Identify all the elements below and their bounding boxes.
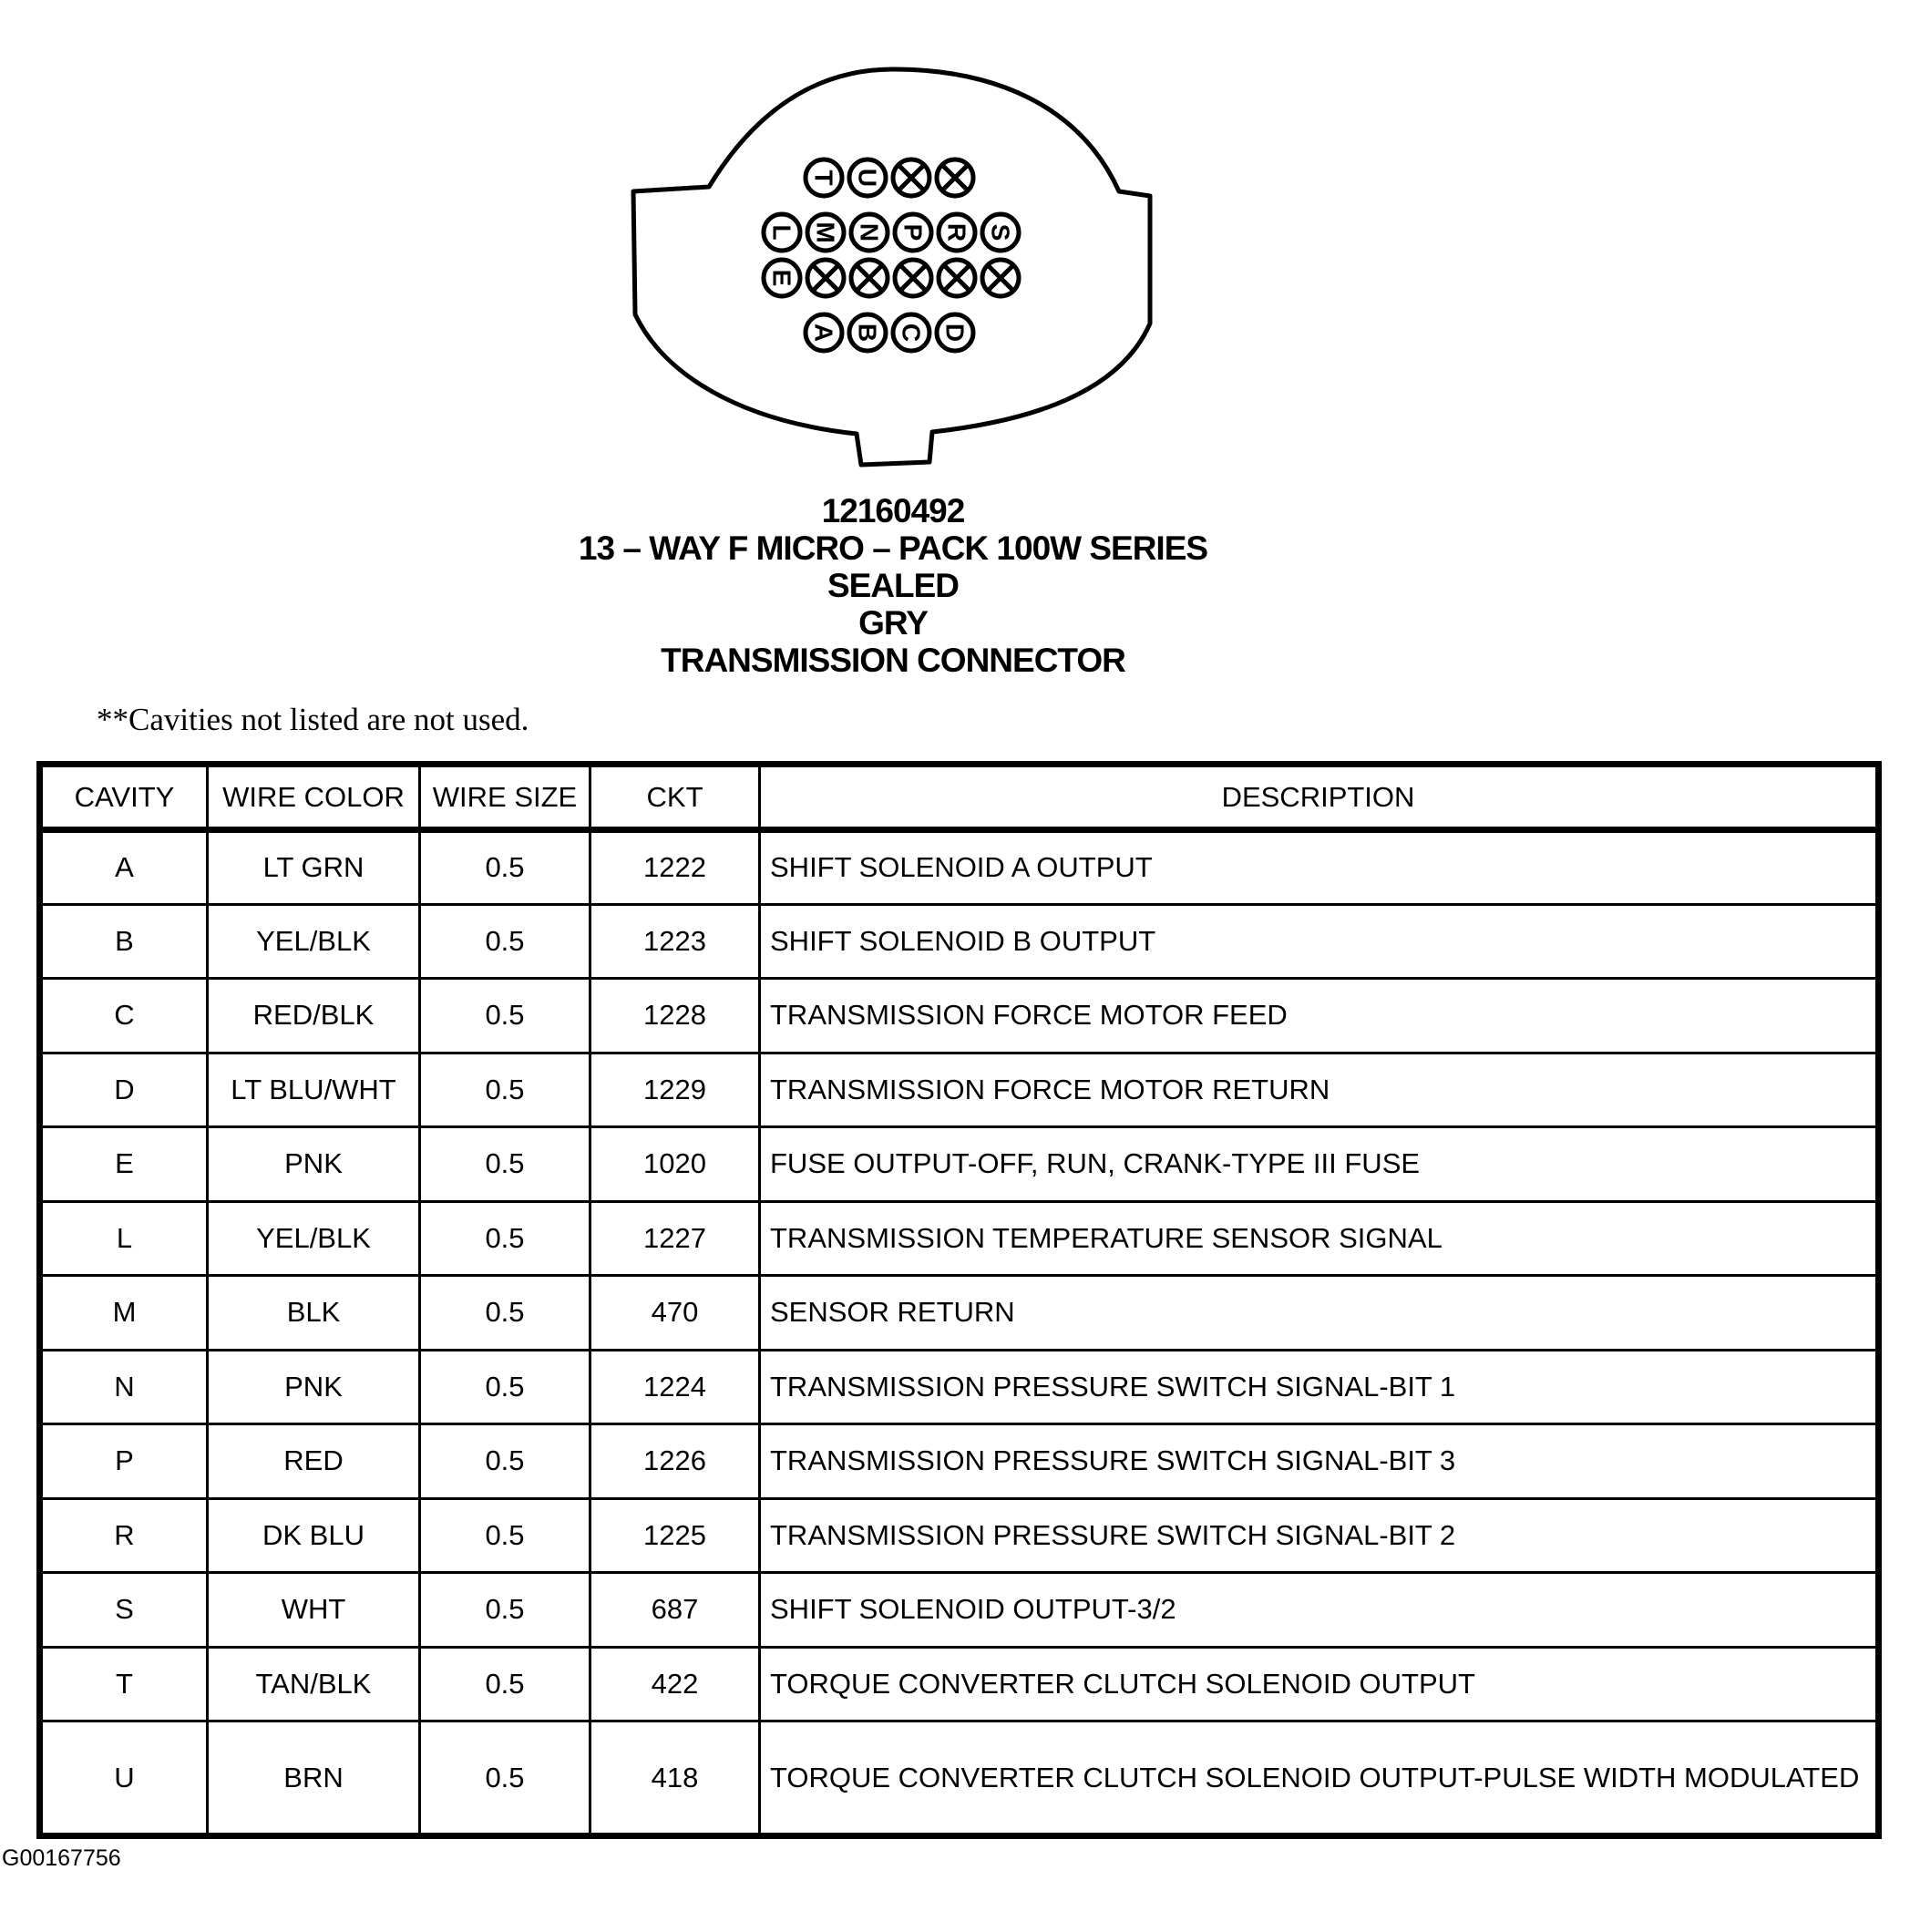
cell-wire-size: 0.5 [420,830,590,905]
cell-description: FUSE OUTPUT-OFF, RUN, CRANK-TYPE III FUSE [760,1127,1877,1202]
cell-description: TRANSMISSION FORCE MOTOR RETURN [760,1053,1877,1127]
cell-ckt: 1020 [590,1127,760,1202]
cavity-letter: L [767,224,796,241]
cell-wire-color: LT BLU/WHT [208,1053,420,1127]
cavity-letter: S [986,223,1015,242]
part-number: 12160492 [821,492,965,529]
cell-wire-color: LT GRN [208,830,420,905]
table-row [42,904,1877,979]
cavity-letter: C [897,323,926,343]
cell-ckt: 687 [590,1573,760,1648]
cell-ckt: 1226 [590,1424,760,1499]
cell-ckt: 1224 [590,1350,760,1424]
cell-ckt: 1222 [590,830,760,905]
cell-ckt: 470 [590,1276,760,1351]
cell-wire-color: RED/BLK [208,979,420,1053]
table-header-row [42,766,1877,830]
cavity-d [937,314,973,351]
cavity-s [982,214,1019,251]
figure-id: G00167756 [2,1845,121,1871]
table-row [42,1127,1877,1202]
unused-cavity-icon [807,260,844,296]
cavity-e [764,260,800,296]
cell-cavity: L [42,1201,208,1276]
cell-cavity: B [42,904,208,979]
cell-wire-size: 0.5 [420,1127,590,1202]
cell-wire-color: WHT [208,1573,420,1648]
cavity-r [939,214,975,251]
connector-name: TRANSMISSION CONNECTOR [661,642,1125,679]
unused-cavity-icon [895,260,931,296]
cell-wire-color: PNK [208,1350,420,1424]
table-row [42,1424,1877,1499]
table-row [42,1201,1877,1276]
cell-cavity: M [42,1276,208,1351]
table-row [42,1721,1877,1834]
cell-description: TRANSMISSION TEMPERATURE SENSOR SIGNAL [760,1201,1877,1276]
cell-description: SHIFT SOLENOID B OUTPUT [760,904,1877,979]
cell-description: TORQUE CONVERTER CLUTCH SOLENOID OUTPUT [760,1647,1877,1721]
cell-ckt: 1225 [590,1498,760,1573]
unused-cavity-icon [937,159,973,196]
pinout-table-frame [36,761,1882,1839]
header-ckt: CKT [590,766,760,830]
table-row [42,1647,1877,1721]
cell-description: TRANSMISSION PRESSURE SWITCH SIGNAL-BIT 3 [760,1424,1877,1499]
cell-wire-size: 0.5 [420,1276,590,1351]
cell-description: SENSOR RETURN [760,1276,1877,1351]
pinout-table [40,765,1878,1835]
cell-wire-color: PNK [208,1127,420,1202]
unused-cavity-icon [851,260,888,296]
cavity-m [807,214,844,251]
cell-wire-size: 0.5 [420,1201,590,1276]
cavity-letter: M [811,221,840,243]
cavity-grid [764,159,1019,351]
cavity-letter: R [942,222,971,242]
table-row [42,830,1877,905]
cell-wire-size: 0.5 [420,1498,590,1573]
table-row [42,1053,1877,1127]
cell-cavity: N [42,1350,208,1424]
cell-wire-color: BRN [208,1721,420,1834]
cell-wire-color: YEL/BLK [208,1201,420,1276]
cell-wire-size: 0.5 [420,1721,590,1834]
cell-wire-size: 0.5 [420,1350,590,1424]
cavity-t [806,159,842,196]
cell-wire-color: BLK [208,1276,420,1351]
cell-cavity: U [42,1721,208,1834]
cell-cavity: S [42,1573,208,1648]
cell-wire-size: 0.5 [420,979,590,1053]
table-row [42,1498,1877,1573]
cell-description: TRANSMISSION FORCE MOTOR FEED [760,979,1877,1053]
table-row [42,1573,1877,1648]
cell-cavity: C [42,979,208,1053]
cell-description: SHIFT SOLENOID OUTPUT-3/2 [760,1573,1877,1648]
cell-description: TRANSMISSION PRESSURE SWITCH SIGNAL-BIT 1 [760,1350,1877,1424]
header-wire-color: WIRE COLOR [208,766,420,830]
cell-wire-size: 0.5 [420,1573,590,1648]
header-description: DESCRIPTION [760,766,1877,830]
cell-ckt: 1227 [590,1201,760,1276]
cell-ckt: 1223 [590,904,760,979]
header-wire-size: WIRE SIZE [420,766,590,830]
unused-cavity-icon [982,260,1019,296]
table-row [42,1276,1877,1351]
connector-seal: SEALED [827,567,960,604]
cavity-letter: T [809,170,838,186]
cell-wire-size: 0.5 [420,1424,590,1499]
cell-cavity: E [42,1127,208,1202]
cavity-u [849,159,886,196]
cell-cavity: T [42,1647,208,1721]
cell-ckt: 418 [590,1721,760,1834]
cavity-a [806,314,842,351]
cavity-l [764,214,800,251]
header-cavity: CAVITY [42,766,208,830]
cavity-letter: P [898,223,928,242]
cavity-letter: U [853,168,882,188]
table-row [42,979,1877,1053]
unused-cavity-icon [939,260,975,296]
cavity-letter: N [855,222,884,242]
cell-ckt: 1229 [590,1053,760,1127]
cell-wire-color: RED [208,1424,420,1499]
unused-cavity-icon [893,159,929,196]
cell-wire-color: DK BLU [208,1498,420,1573]
cavity-letter: D [940,323,970,343]
connector-diagram [0,0,1920,492]
cavity-b [849,314,886,351]
cavity-p [895,214,931,251]
connector-outline [633,69,1150,465]
cell-wire-color: YEL/BLK [208,904,420,979]
cell-wire-size: 0.5 [420,1053,590,1127]
cell-cavity: R [42,1498,208,1573]
cell-wire-size: 0.5 [420,1647,590,1721]
table-row [42,1350,1877,1424]
cavity-letter: E [767,269,796,287]
cell-wire-size: 0.5 [420,904,590,979]
cavity-n [851,214,888,251]
cell-ckt: 422 [590,1647,760,1721]
cell-ckt: 1228 [590,979,760,1053]
cell-description: TRANSMISSION PRESSURE SWITCH SIGNAL-BIT 2 [760,1498,1877,1573]
cavity-letter: A [809,323,838,343]
cavity-letter: B [853,323,882,343]
cell-wire-color: TAN/BLK [208,1647,420,1721]
cell-cavity: P [42,1424,208,1499]
cell-description: SHIFT SOLENOID A OUTPUT [760,830,1877,905]
connector-title-block [437,492,1349,679]
unused-cavities-note: **Cavities not listed are not used. [97,702,529,737]
cavity-c [893,314,929,351]
cell-description: TORQUE CONVERTER CLUTCH SOLENOID OUTPUT-PULSE WIDTH MODULATED [760,1721,1877,1834]
cell-cavity: D [42,1053,208,1127]
cell-cavity: A [42,830,208,905]
connector-type: 13 – WAY F MICRO – PACK 100W SERIES [578,529,1208,567]
connector-color: GRY [858,604,928,642]
